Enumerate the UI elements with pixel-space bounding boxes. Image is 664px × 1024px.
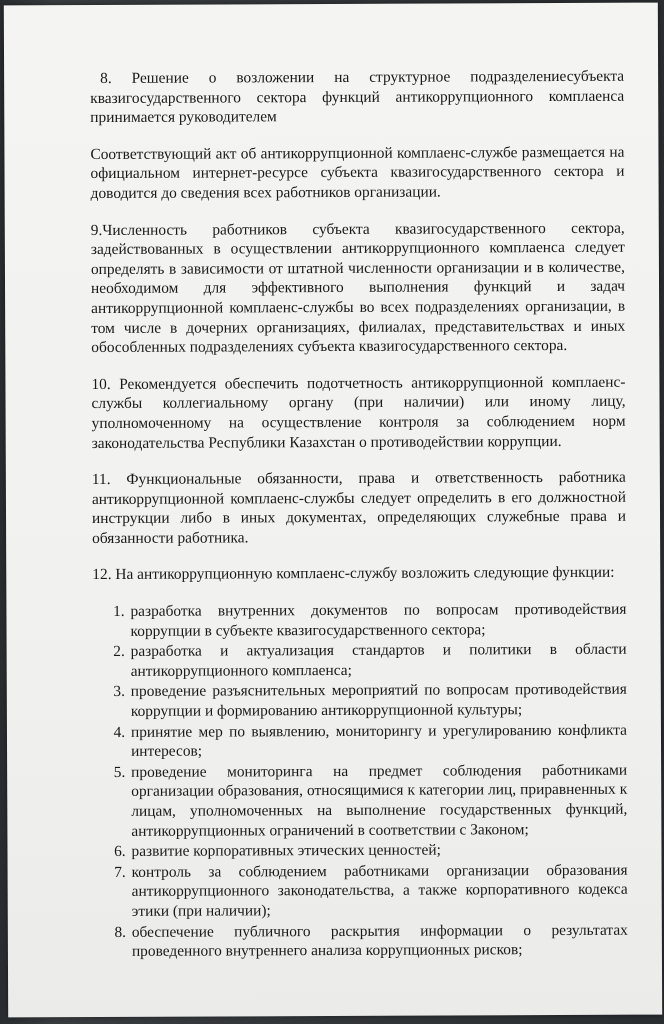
list-item: 6. развитие корпоративных этических ценностей;	[129, 840, 627, 862]
list-item: 2. разработка и актуализация стандартов и политики в области антикоррупционного комплаенса;	[129, 640, 627, 681]
document-body	[90, 67, 628, 963]
document-page	[4, 3, 662, 1018]
list-item: 8. обеспечение публичного раскрытия информации о результатах проведенного внутреннего анализа коррупционных рисков;	[130, 920, 628, 961]
functions-list	[92, 600, 628, 962]
paragraph-9: 9.Численность работников субъекта квазигосударственного сектора, задействованных в осуществлении антикоррупционного комплаенса следует определять в зависимости от штатной численности организации и в количестве, необходимом для эффективного выполнения функций и задач антикоррупционной комплаенс-службы во всех подразделениях организации, в том числе в дочерних организациях, филиалах, представительствах и иных обособленных подразделениях субъекта квазигосударственного сектора.	[90, 219, 626, 357]
paragraph-10: 10. Рекомендуется обеспечить подотчетность антикоррупционной комплаенс-службы коллегиальному органу (при наличии) или иному лицу, уполномоченному на осуществление контроля за соблюдением норм законодательства Республики Казахстан о противодействии коррупции.	[91, 373, 626, 452]
list-item: 5. проведение мониторинга на предмет соблюдения работниками организации образования, относящимися к категории лиц, приравненных к лицам, уполномоченных на выполнение государственных функций, антикоррупционных ограничений в соответствии с Законом;	[129, 761, 627, 842]
paragraph-8-act: Соответствующий акт об антикоррупционной комплаенс-службе размещается на официальном интернет-ресурсе субъекта квазигосударственного сектора и доводится до сведения всех работников организации.	[90, 143, 625, 203]
paragraph-11: 11. Функциональные обязанности, права и ответственность работника антикоррупционной комплаенс-службы следует определить в его должностной инструкции либо в иных документах, определяющих служебные права и обязанности работника.	[91, 468, 627, 547]
list-item: 4. принятие мер по выявлению, мониторингу и урегулированию конфликта интересов;	[129, 720, 627, 761]
list-item: 1. разработка внутренних документов по вопросам противодействия коррупции в субъекте квазигосударственного сектора;	[128, 600, 626, 641]
paragraph-12: 12. На антикоррупционную комплаенс-службу возложить следующие функции:	[92, 564, 615, 584]
list-item: 7. контроль за соблюдением работниками организации образования антикоррупционного законодательства, а также корпоративного кодекса этики (при наличии);	[130, 860, 628, 921]
list-item: 3. проведение разъяснительных мероприятий по вопросам противодействия коррупции и формированию антикоррупционной культуры;	[129, 680, 627, 721]
paragraph-8: 8. Решение о возложении на структурное подразделениесубъекта квазигосударственного сектора функций антикоррупционного комплаенса принимается руководителем	[90, 67, 625, 127]
